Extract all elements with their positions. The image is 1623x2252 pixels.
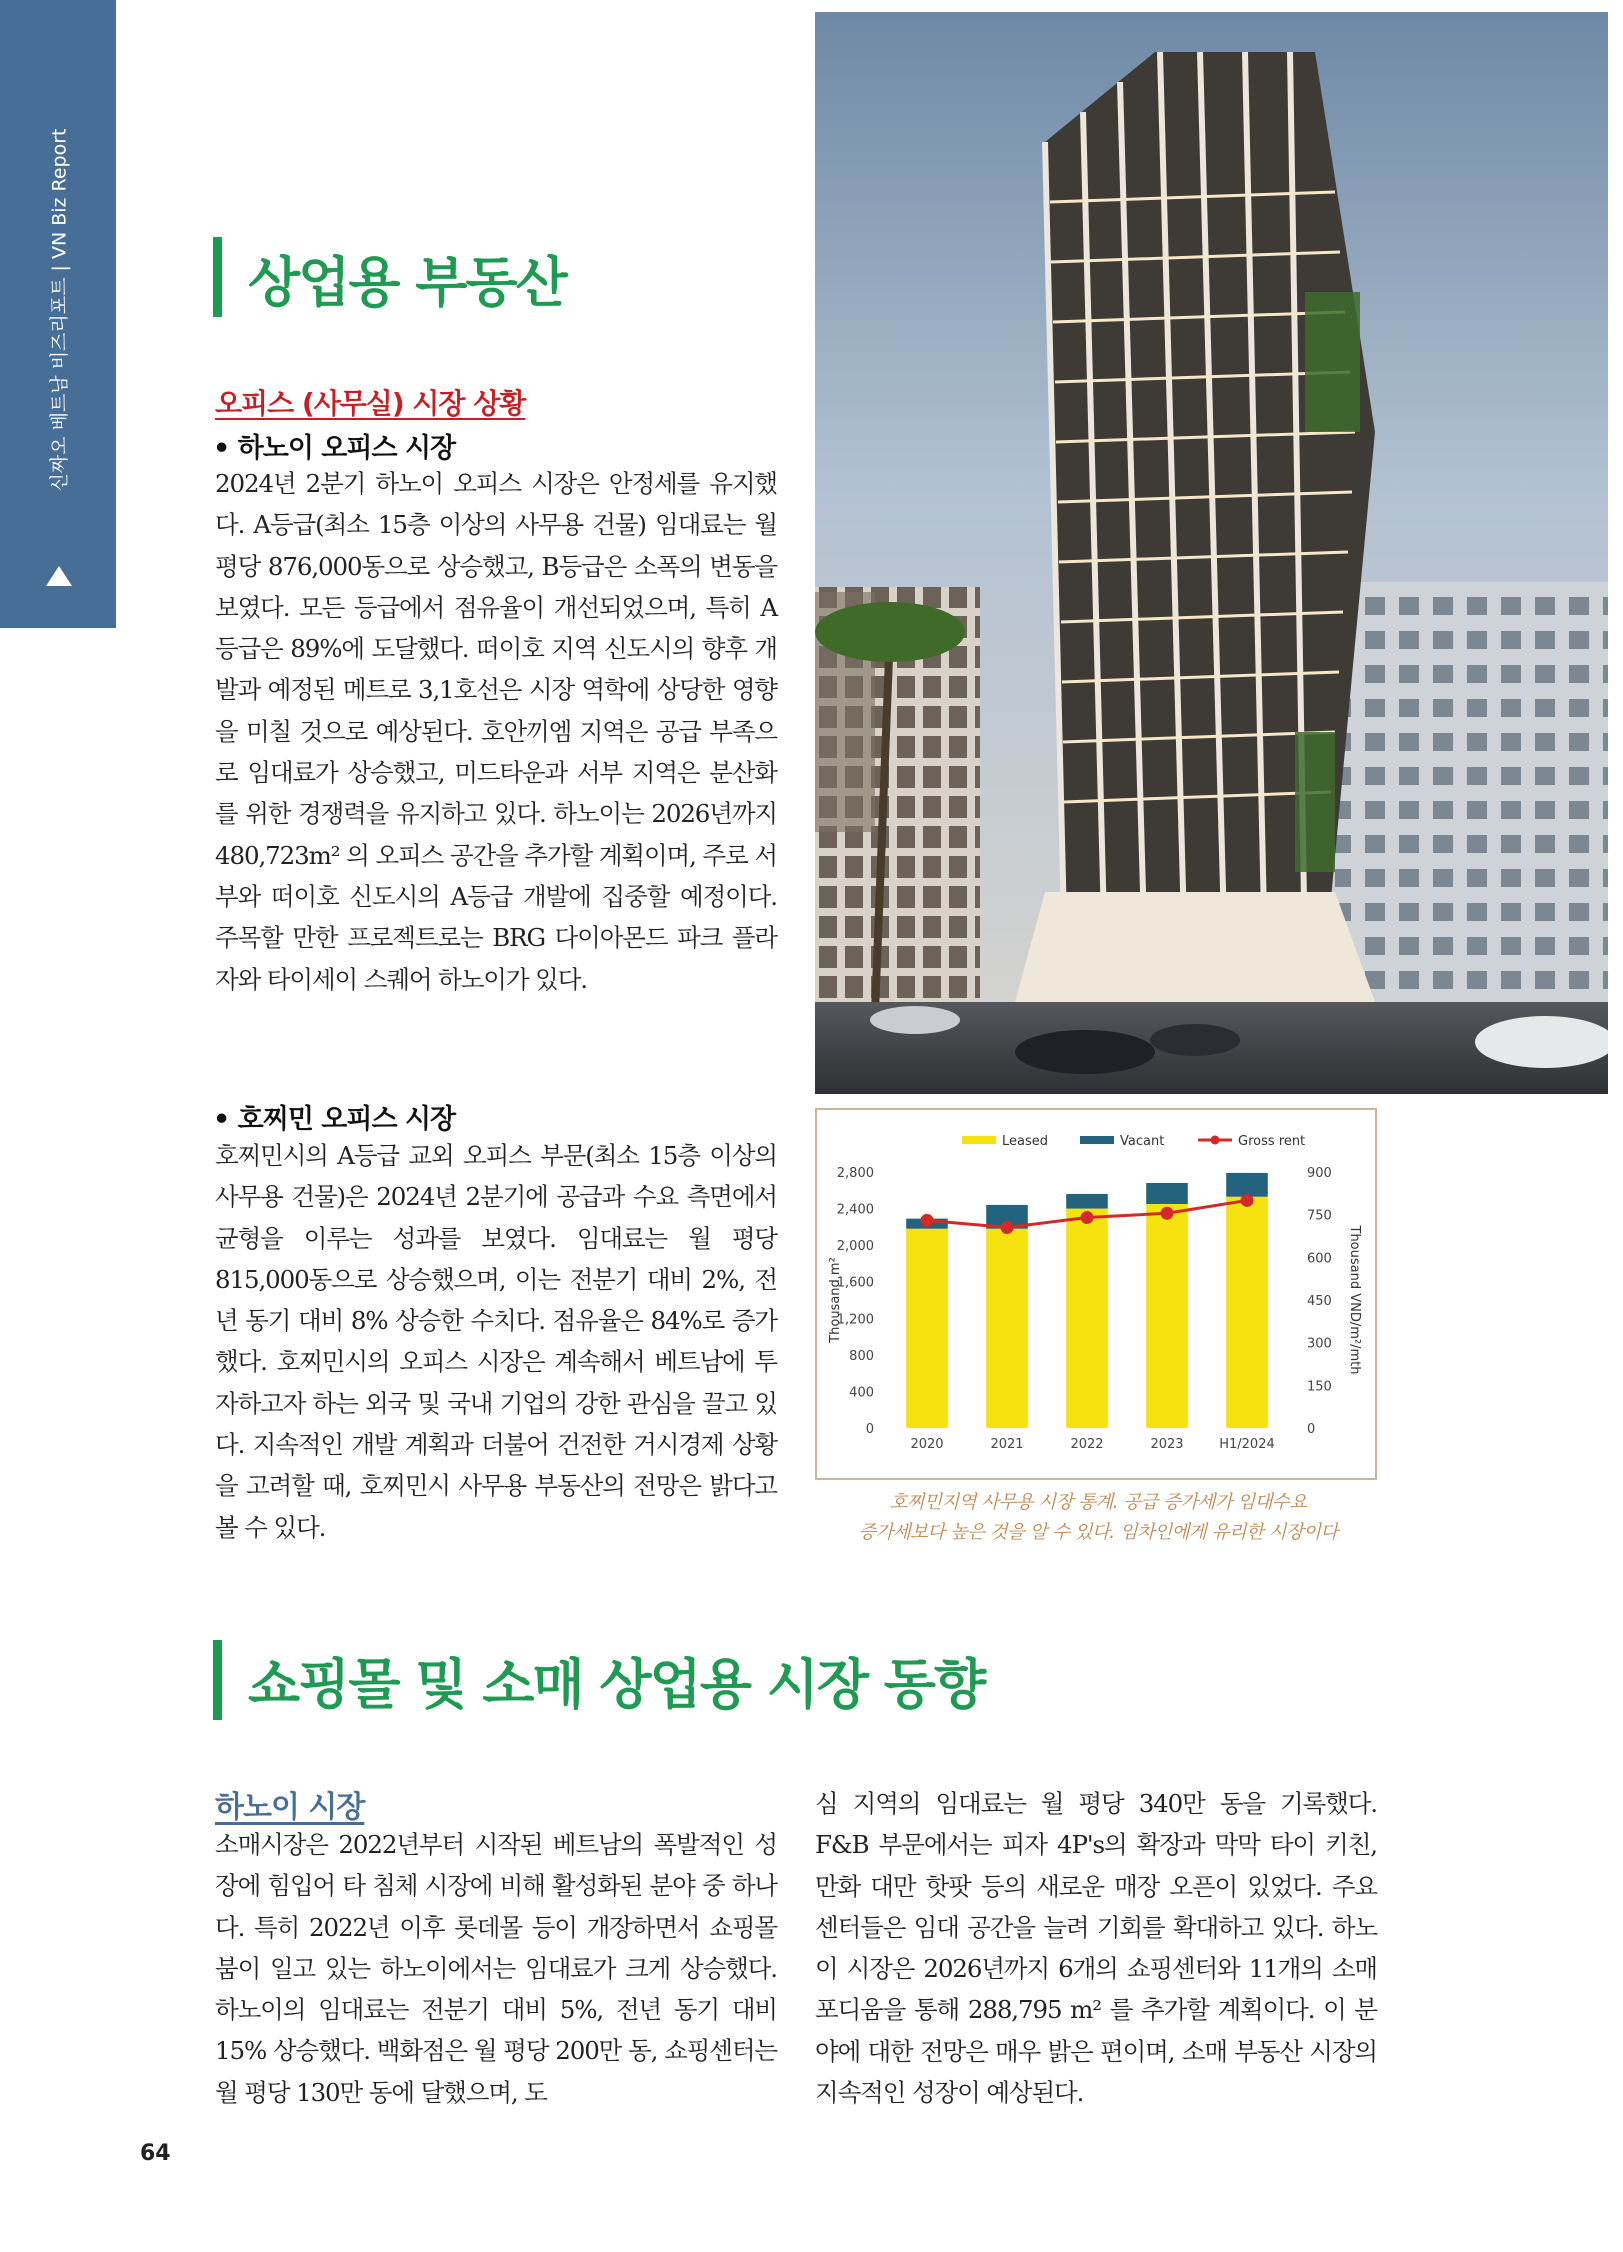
x-tick-label: H1/2024 [1219, 1437, 1275, 1452]
hanoi-retail-subtitle: 하노이 시장 [215, 1790, 365, 1825]
y-tick-left: 2,800 [836, 1166, 874, 1181]
x-tick-label: 2022 [1070, 1437, 1104, 1452]
hanoi-office-paragraph: 2024년 2분기 하노이 오피스 시장은 안정세를 유지했다. A등급(최소 15층 이상의 사무용 건물) 임대료는 월 평당 876,000동으로 상승했고, B등급은 소폭의 변동을 보였다. 모든 등급에서 점유율이 개선되었으며, 특히 A등급은 89%에 도달했다. 떠이호 지역 신도시의 향후 개발과 예정된 메트로 3,1호선은 시장 역학에 상당한 영향을 미칠 것으로 예상된다. 호안끼엠 지역은 공급 부족으로 임대료가 상승했고, 미드타운과 서부 지역은 분산화를 위한 경쟁력을 유지하고 있다. 하노이는 2026년까지 480,723m² 의 오피스 공간을 추가할 계획이며, 주로 서부와 떠이호 신도시의 A등급 개발에 집중할 예정이다. 주목할 만한 프로젝트로는 BRG 다이아몬드 파크 플라자와 타이세이 스퀘어 하노이가 있다. [215, 469, 777, 994]
legend-label-0: Leased [1002, 1134, 1049, 1149]
x-tick-label: 2021 [990, 1437, 1024, 1452]
hanoi-office-heading: • 하노이 오피스 시장 [213, 433, 456, 464]
section2-title-bar [213, 1640, 222, 1720]
mountain-icon [46, 566, 72, 586]
y-tick-right: 300 [1307, 1336, 1332, 1352]
legend-swatch-0 [962, 1136, 996, 1144]
y-tick-right: 450 [1307, 1294, 1332, 1309]
y-tick-left: 1,600 [836, 1275, 874, 1291]
legend-swatch-1 [1080, 1136, 1114, 1144]
x-tick-label: 2020 [910, 1437, 944, 1452]
bar-leased [906, 1229, 948, 1428]
x-tick-label: 2023 [1150, 1437, 1184, 1452]
section2-title: 쇼핑몰 및 소매 상업용 시장 동향 [248, 1653, 985, 1716]
bar-leased [1226, 1197, 1268, 1428]
bar-leased [1066, 1209, 1108, 1428]
bar-vacant [1066, 1194, 1108, 1209]
section-title-bar [213, 237, 222, 317]
page-number: 64 [140, 2141, 171, 2166]
legend-label-1: Vacant [1120, 1134, 1165, 1149]
point-gross-rent [1161, 1207, 1174, 1220]
point-gross-rent [1081, 1211, 1094, 1224]
office-chart [815, 1108, 1377, 1480]
bar-leased [986, 1229, 1028, 1428]
retail-paragraph-col1: 소매시장은 2022년부터 시작된 베트남의 폭발적인 성장에 힘입어 타 침체 시장에 비해 활성화된 분야 중 하나다. 특히 2022년 이후 롯데몰 등이 개장하면서 쇼핑몰 붐이 일고 있는 하노이에서는 임대료가 크게 상승했다. 하노이의 임대료는 전분기 대비 5%, 전년 동기 대비 15% 상승했다. 백화점은 월 평당 200만 동, 쇼핑센터는 월 평당 130만 동에 달했으며, 도 [215, 1830, 777, 2107]
section-title: 상업용 부동산 [248, 251, 566, 314]
caption-line-2: 증가세보다 높은 것을 알 수 있다. 임차인에게 유리한 시장이다 [858, 1522, 1338, 1543]
retail-paragraph-col2: 심 지역의 임대료는 월 평당 340만 동을 기록했다. F&B 부문에서는 피자 4P's의 확장과 막막 타이 키친, 만화 대만 핫팟 등의 새로운 매장 오픈이 있었다. 주요 센터들은 임대 공간을 늘려 기회를 확대하고 있다. 하노이 시장은 2026년까지 6개의 쇼핑센터와 11개의 소매 포디움을 통해 288,795 m² 를 추가할 계획이다. 이 분야에 대한 전망은 매우 밝은 편이며, 소매 부동산 시장의 지속적인 성장이 예상된다. [815, 1789, 1377, 2108]
bar-vacant [1146, 1183, 1188, 1204]
point-gross-rent [1001, 1221, 1014, 1234]
y-tick-left: 2,000 [836, 1239, 874, 1255]
y-tick-right: 0 [1307, 1422, 1316, 1437]
y-tick-left: 800 [849, 1348, 874, 1364]
bar-vacant [1226, 1173, 1268, 1197]
y-axis-label-right: Thousand VND/m²/mth [1347, 1225, 1362, 1375]
legend-marker-2 [1211, 1136, 1220, 1145]
hcmc-office-paragraph: 호찌민시의 A등급 교외 오피스 부문(최소 15층 이상의 사무용 건물)은 2024년 2분기에 공급과 수요 측면에서 균형을 이루는 성과를 보였다. 임대료는 월 평당 815,000동으로 상승했으며, 이는 전분기 대비 2%, 전년 동기 대비 8% 상승한 수치다. 점유율은 84%로 증가했다. 호찌민시의 오피스 시장은 계속해서 베트남에 투자하고자 하는 외국 및 국내 기업의 강한 관심을 끌고 있다. 지속적인 개발 계획과 더불어 건전한 거시경제 상황을 고려할 때, 호찌민시 사무용 부동산의 전망은 밝다고 볼 수 있다. [215, 1141, 777, 1542]
y-tick-right: 750 [1307, 1208, 1332, 1224]
sidebar-label: 신짜오 베트남 비즈리포트 | VN Biz Report [48, 128, 71, 492]
caption-line-1: 호찌민지역 사무용 시장 통계. 공급 증가세가 임대수요 [889, 1492, 1307, 1513]
point-gross-rent [1241, 1194, 1254, 1207]
chart-caption [815, 1488, 1381, 1548]
building-photo [815, 12, 1608, 1094]
y-axis-label-left: Thousand m² [828, 1257, 843, 1343]
hcmc-office-heading: • 호찌민 오피스 시장 [213, 1104, 456, 1135]
point-gross-rent [921, 1214, 934, 1227]
legend-label-2: Gross rent [1238, 1134, 1306, 1149]
sidebar-tab [0, 0, 116, 628]
y-tick-left: 2,400 [836, 1202, 874, 1218]
chart-svg [817, 1110, 1375, 1478]
y-tick-right: 900 [1307, 1166, 1332, 1181]
y-tick-right: 600 [1307, 1251, 1332, 1267]
y-tick-left: 400 [849, 1385, 874, 1401]
y-tick-right: 150 [1307, 1379, 1332, 1395]
y-tick-left: 0 [865, 1422, 874, 1437]
office-market-subtitle: 오피스 (사무실) 시장 상황 [215, 387, 526, 420]
building-illustration [815, 12, 1608, 1094]
bar-leased [1146, 1204, 1188, 1428]
y-tick-left: 1,200 [836, 1312, 874, 1328]
